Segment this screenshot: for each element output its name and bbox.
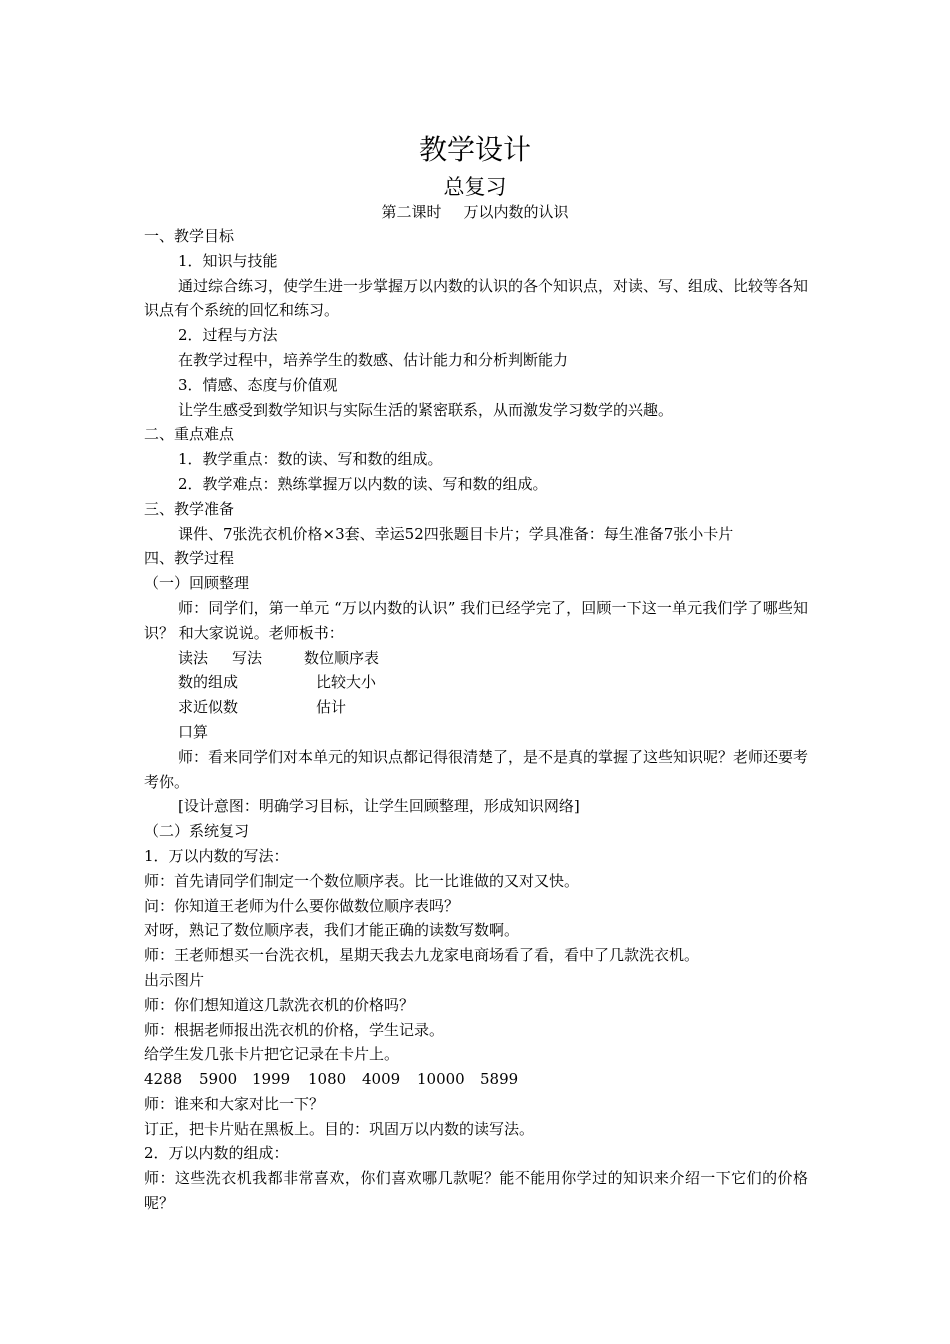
board-row bbox=[144, 646, 808, 671]
price-list bbox=[144, 1067, 808, 1092]
lesson-number: 第二课时 bbox=[381, 203, 442, 221]
section-heading: 三、教学准备 bbox=[144, 499, 235, 518]
section-heading: 二、重点难点 bbox=[144, 425, 235, 444]
paragraph: 师：看来同学们对本单元的知识点都记得很清楚了，是不是真的掌握了这些知识呢？老师还要考考你。 bbox=[144, 747, 809, 791]
paragraph: 通过综合练习，使学生进一步掌握万以内数的认识的各个知识点，对读、写、组成、比较等各知识点有个系统的回忆和练习。 bbox=[144, 276, 809, 320]
paragraph: 对呀，熟记了数位顺序表，我们才能正确的读数写数啊。 bbox=[144, 921, 520, 940]
board-item: 求近似数 bbox=[178, 698, 239, 717]
subsection-heading: 2．过程与方法 bbox=[178, 326, 278, 345]
board-item: 读法 bbox=[178, 648, 209, 667]
paragraph: 让学生感受到数学知识与实际生活的紧密联系，从而激发学习数学的兴趣。 bbox=[178, 400, 674, 419]
price-value: 4009 bbox=[362, 1070, 401, 1089]
document-subtitle: 总复习 bbox=[443, 175, 507, 199]
board-item: 估计 bbox=[316, 698, 347, 717]
board-item: 数的组成 bbox=[178, 673, 239, 692]
paragraph: 2．教学难点：熟练掌握万以内数的读、写和数的组成。 bbox=[178, 474, 548, 493]
board-item: 写法 bbox=[232, 648, 263, 667]
paragraph: 师：这些洗衣机我都非常喜欢，你们喜欢哪几款呢？能不能用你学过的知识来介绍一下它们的价格呢？ bbox=[144, 1169, 808, 1213]
section-heading: 一、教学目标 bbox=[144, 227, 235, 245]
lesson-topic: 万以内数的认识 bbox=[463, 203, 569, 221]
price-value: 1999 bbox=[252, 1070, 291, 1089]
item-heading: 1．万以内数的写法： bbox=[144, 846, 289, 865]
design-note: [设计意图：明确学习目标，让学生回顾整理，形成知识网络] bbox=[178, 797, 580, 816]
paragraph: 师：王老师想买一台洗衣机，星期天我去九龙家电商场看了看，看中了几款洗衣机。 bbox=[144, 946, 700, 965]
paragraph: 问：你知道王老师为什么要你做数位顺序表吗？ bbox=[144, 896, 460, 915]
subsection-heading: 3．情感、态度与价值观 bbox=[178, 375, 338, 394]
board-item: 数位顺序表 bbox=[304, 648, 380, 667]
paragraph: 师：根据老师报出洗衣机的价格，学生记录。 bbox=[144, 1020, 445, 1039]
board-row bbox=[144, 670, 808, 695]
price-value: 4288 bbox=[144, 1070, 183, 1089]
paragraph: 师：首先请同学们制定一个数位顺序表。比一比谁做的又对又快。 bbox=[144, 871, 580, 890]
subsection-heading: （一）回顾整理 bbox=[144, 574, 250, 593]
paragraph: 师：同学们，第一单元 “万以内数的认识” 我们已经学完了，回顾一下这一单元我们学了哪些知识？ 和大家说说。老师板书： bbox=[144, 598, 808, 642]
paragraph: 师：你们想知道这几款洗衣机的价格吗？ bbox=[144, 995, 415, 1014]
paragraph: 师：谁来和大家对比一下？ bbox=[144, 1094, 325, 1113]
board-item: 比较大小 bbox=[316, 673, 377, 692]
subsection-heading: （二）系统复习 bbox=[144, 822, 250, 841]
price-value: 5899 bbox=[480, 1070, 519, 1089]
section-heading: 四、教学过程 bbox=[144, 549, 235, 568]
board-row bbox=[144, 695, 808, 720]
paragraph: 1．教学重点：数的读、写和数的组成。 bbox=[178, 450, 443, 469]
price-value: 10000 bbox=[417, 1070, 465, 1089]
paragraph: 在教学过程中，培养学生的数感、估计能力和分析判断能力 bbox=[178, 350, 569, 369]
paragraph: 出示图片 bbox=[144, 970, 205, 989]
paragraph: 课件、7张洗衣机价格×3套、幸运52四张题目卡片；学具准备：每生准备7张小卡片 bbox=[178, 524, 734, 543]
paragraph: 给学生发几张卡片把它记录在卡片上。 bbox=[144, 1045, 400, 1064]
price-value: 5900 bbox=[199, 1070, 238, 1089]
document-body bbox=[144, 224, 808, 1216]
paragraph: 订正，把卡片贴在黑板上。目的：巩固万以内数的读写法。 bbox=[144, 1119, 535, 1138]
price-value: 1080 bbox=[308, 1070, 347, 1089]
document-title: 教学设计 bbox=[418, 133, 531, 166]
subsection-heading: 1．知识与技能 bbox=[178, 251, 278, 270]
item-heading: 2．万以内数的组成： bbox=[144, 1144, 289, 1163]
lesson-heading bbox=[0, 201, 950, 223]
board-item: 口算 bbox=[178, 722, 209, 741]
